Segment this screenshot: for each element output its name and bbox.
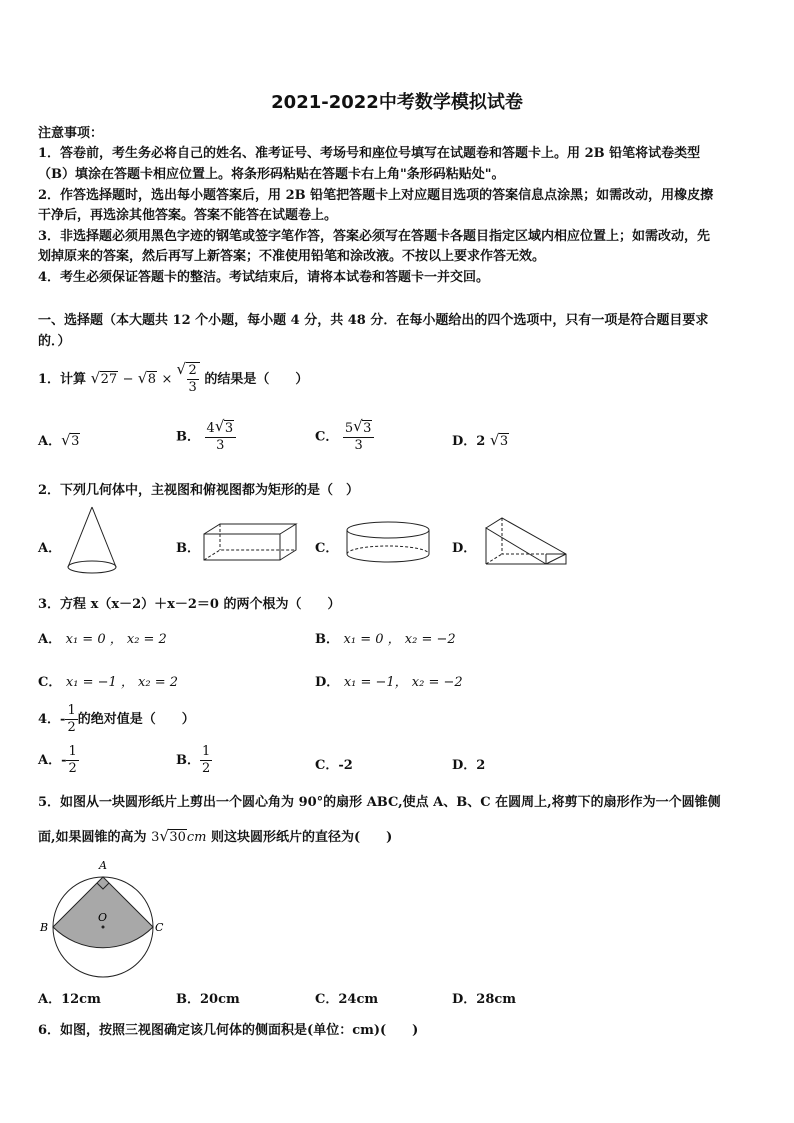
label-o: O: [98, 911, 108, 924]
q2-option-c-label: C．: [315, 541, 339, 556]
page-title: 2021-2022中考数学模拟试卷: [271, 92, 523, 113]
q2-option-a-label: A．: [38, 541, 62, 556]
notice-heading: 注意事项：: [38, 126, 104, 141]
q3-option-b: B． x₁ = 0 ， x₂ = −2: [315, 632, 456, 647]
q1-option-c: C． $\frac{5√ 3}{3}$: [315, 420, 374, 454]
sqrt-8: √ 8: [138, 371, 157, 387]
q3-option-c: C． x₁ = −1 ， x₂ = 2: [38, 675, 178, 690]
q3-option-a: A． x₁ = 0 ， x₂ = 2: [38, 632, 167, 647]
q4-option-d: D．2: [452, 758, 486, 773]
notice-line: 划掉原来的答案，然后再写上新答案；不准使用铅笔和涂改液。不按以上要求作答无效。: [38, 249, 546, 264]
question-5-line1: 5．如图从一块圆形纸片上剪出一个圆心角为 90°的扇形 ABC,使点 A、B、C 在圆周上,将剪下的扇形作为一个圆锥侧: [38, 795, 721, 810]
label-c: C: [155, 921, 164, 934]
notice-line: 1．答卷前，考生务必将自己的姓名、准考证号、考场号和座位号填写在试题卷和答题卡上。用 2B 铅笔将试卷类型: [38, 146, 701, 161]
question-5-line2: 面,如果圆锥的高为 3√ 30cm 则这块圆形纸片的直径为( ): [38, 826, 392, 845]
q4-option-c: C．-2: [315, 758, 353, 773]
q5-option-b: B．20cm: [176, 992, 240, 1007]
question-4: 4．- $\frac{1}{2}$ 的绝对值是（ ）: [38, 703, 195, 735]
q1-prefix: 1．计算: [38, 372, 87, 387]
sqrt-frac: √ $\frac{2}{3}$: [177, 362, 200, 396]
q5-option-c: C．24cm: [315, 992, 379, 1007]
triangular-prism-figure: [482, 514, 572, 570]
q3-option-d: D． x₁ = −1， x₂ = −2: [315, 675, 463, 690]
notice-line: 4．考生必须保证答题卡的整洁。考试结束后，请将本试卷和答题卡一并交回。: [38, 270, 490, 285]
sector-circle-figure: [36, 857, 170, 979]
section-heading-cont: 的．）: [38, 334, 71, 349]
question-3: 3．方程 x（x－2）＋x－2＝0 的两个根为（ ）: [38, 597, 341, 612]
q4-option-b: B． $\frac{1}{2}$: [176, 744, 211, 776]
cylinder-figure: [344, 518, 434, 568]
q2-option-d-label: D．: [452, 541, 477, 556]
cuboid-figure: [200, 520, 300, 565]
notice-line: 干净后，再选涂其他答案。答案不能答在试题卷上。: [38, 208, 338, 223]
q1-option-a: A．√ 3: [38, 430, 80, 449]
q1-option-b: B． $\frac{4√ 3}{3}$: [176, 420, 236, 454]
question-1: 1．计算 √ 27 − √ 8 × √ $\frac{2}{3}$ 的结果是（ ）: [38, 362, 308, 396]
section-heading: 一、选择题（本大题共 12 个小题，每小题 4 分，共 48 分．在每小题给出的四个选项中，只有一项是符合题目要求: [38, 313, 709, 328]
cone-figure: [62, 505, 122, 577]
q5-option-d: D．28cm: [452, 992, 517, 1007]
question-2: 2．下列几何体中，主视图和俯视图都为矩形的是（ ）: [38, 483, 360, 498]
notice-line: 2．作答选择题时，选出每小题答案后，用 2B 铅笔把答题卡上对应题目选项的答案信息点涂黑；如需改动，用橡皮擦: [38, 188, 714, 203]
sqrt-27: √ 27: [91, 371, 119, 387]
q5-option-a: A．12cm: [38, 992, 101, 1007]
notice-line: 3．非选择题必须用黑色字迹的钢笔或签字笔作答，答案必须写在答题卡各题目指定区域内相应位置上；如需改动，先: [38, 229, 711, 244]
q2-option-b-label: B．: [176, 541, 200, 556]
q1-suffix: 的结果是（ ）: [204, 372, 309, 387]
question-6: 6．如图，按照三视图确定该几何体的侧面积是(单位：cm)( ): [38, 1023, 419, 1038]
q1-option-d: D．2 √ 3: [452, 430, 509, 449]
label-a: A: [99, 859, 107, 872]
q4-option-a: A．- $\frac{1}{2}$: [38, 744, 77, 776]
label-b: B: [40, 921, 49, 934]
notice-line: （B）填涂在答题卡相应位置上。将条形码粘贴在答题卡右上角"条形码粘贴处"。: [38, 167, 505, 182]
